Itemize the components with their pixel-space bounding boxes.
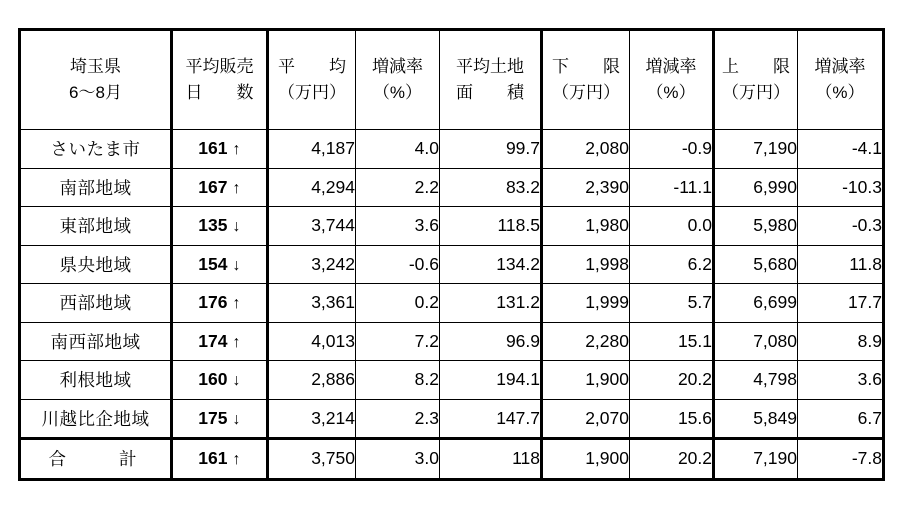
cell-lower-change-rate: 0.0	[630, 207, 714, 246]
header-lower-change-rate-line1: 増減率	[645, 56, 697, 76]
header-row	[20, 30, 884, 130]
arrow-up-icon: ↑	[232, 333, 241, 351]
cell-lower-change-rate: 15.6	[630, 399, 714, 439]
table-row	[20, 130, 884, 169]
table-row	[20, 399, 884, 439]
table-row	[20, 245, 884, 284]
header-average-land-area-line1: 平均土地	[456, 56, 524, 76]
cell-upper-limit-price: 5,980	[714, 207, 798, 246]
cell-avg-sale-days	[172, 399, 268, 439]
cell-upper-limit-price: 4,798	[714, 361, 798, 400]
avg-sale-days-value: 154	[198, 253, 228, 274]
header-upper-limit-price-line2: （万円）	[722, 83, 790, 102]
cell-avg-sale-days	[172, 245, 268, 284]
header-average-land-area-line2: 面 積	[456, 83, 524, 102]
cell-average-land-area: 131.2	[440, 284, 542, 323]
cell-area: 南部地域	[20, 168, 172, 207]
cell-average-change-rate: 7.2	[356, 322, 440, 361]
arrow-up-icon: ↑	[232, 141, 241, 159]
header-average-land-area	[440, 30, 542, 130]
cell-average-change-rate: 0.2	[356, 284, 440, 323]
cell-upper-limit-price: 6,990	[714, 168, 798, 207]
cell-avg-sale-days	[172, 207, 268, 246]
cell-lower-limit-price: 1,980	[542, 207, 630, 246]
cell-average-land-area: 118	[440, 439, 542, 480]
arrow-up-icon: ↑	[232, 295, 241, 313]
cell-area: 利根地域	[20, 361, 172, 400]
cell-upper-limit-price: 6,699	[714, 284, 798, 323]
header-avg-sale-days	[172, 30, 268, 130]
table-header	[20, 30, 884, 130]
cell-average-land-area: 134.2	[440, 245, 542, 284]
cell-area: 東部地域	[20, 207, 172, 246]
cell-area: 合 計	[20, 439, 172, 480]
arrow-down-icon: ↓	[232, 256, 241, 274]
arrow-up-icon: ↑	[232, 451, 241, 469]
cell-lower-change-rate: 20.2	[630, 439, 714, 480]
cell-average-change-rate: 2.3	[356, 399, 440, 439]
cell-average-change-rate: -0.6	[356, 245, 440, 284]
table-body	[20, 130, 884, 480]
cell-upper-change-rate: 6.7	[798, 399, 884, 439]
table-row-total	[20, 439, 884, 480]
cell-lower-limit-price: 1,900	[542, 439, 630, 480]
header-upper-change-rate-line2: （%）	[815, 83, 865, 102]
cell-lower-change-rate: -11.1	[630, 168, 714, 207]
cell-upper-change-rate: 17.7	[798, 284, 884, 323]
cell-upper-limit-price: 7,190	[714, 130, 798, 169]
avg-sale-days-value: 135	[198, 215, 228, 236]
cell-average-change-rate: 8.2	[356, 361, 440, 400]
header-lower-change-rate-line2: （%）	[646, 83, 696, 102]
arrow-down-icon: ↓	[232, 218, 241, 236]
arrow-up-icon: ↑	[232, 179, 241, 197]
cell-upper-change-rate: -10.3	[798, 168, 884, 207]
arrow-down-icon: ↓	[232, 372, 241, 390]
cell-lower-change-rate: 6.2	[630, 245, 714, 284]
avg-sale-days-value: 176	[198, 292, 228, 313]
cell-average-price: 3,242	[268, 245, 356, 284]
cell-lower-limit-price: 1,900	[542, 361, 630, 400]
cell-avg-sale-days	[172, 361, 268, 400]
header-average-price-line1: 平 均	[278, 56, 346, 76]
cell-lower-limit-price: 1,998	[542, 245, 630, 284]
cell-avg-sale-days	[172, 284, 268, 323]
header-upper-change-rate-line1: 増減率	[814, 56, 866, 76]
cell-lower-limit-price: 2,070	[542, 399, 630, 439]
cell-average-change-rate: 3.6	[356, 207, 440, 246]
table-row	[20, 284, 884, 323]
header-lower-change-rate	[630, 30, 714, 130]
header-lower-limit-price	[542, 30, 630, 130]
cell-lower-limit-price: 2,390	[542, 168, 630, 207]
table-row	[20, 168, 884, 207]
cell-area: 川越比企地域	[20, 399, 172, 439]
avg-sale-days-value: 174	[198, 330, 228, 351]
header-lower-limit-price-line2: （万円）	[552, 83, 620, 102]
cell-upper-limit-price: 7,080	[714, 322, 798, 361]
cell-avg-sale-days	[172, 168, 268, 207]
header-area	[20, 30, 172, 130]
cell-upper-change-rate: -4.1	[798, 130, 884, 169]
header-average-change-rate-line2: （%）	[372, 83, 423, 102]
cell-average-change-rate: 3.0	[356, 439, 440, 480]
cell-lower-limit-price: 2,080	[542, 130, 630, 169]
cell-upper-change-rate: 3.6	[798, 361, 884, 400]
avg-sale-days-value: 161	[198, 138, 228, 159]
cell-average-land-area: 99.7	[440, 130, 542, 169]
header-upper-limit-price	[714, 30, 798, 130]
cell-average-price: 4,294	[268, 168, 356, 207]
cell-upper-limit-price: 7,190	[714, 439, 798, 480]
cell-area: 南西部地域	[20, 322, 172, 361]
table-row	[20, 322, 884, 361]
table-row	[20, 361, 884, 400]
cell-lower-limit-price: 2,280	[542, 322, 630, 361]
header-area-line2: 6〜8月	[69, 83, 122, 102]
header-average-price	[268, 30, 356, 130]
cell-average-price: 2,886	[268, 361, 356, 400]
header-upper-change-rate	[798, 30, 884, 130]
avg-sale-days-value: 161	[198, 448, 228, 469]
cell-average-land-area: 147.7	[440, 399, 542, 439]
table-row	[20, 207, 884, 246]
cell-lower-change-rate: -0.9	[630, 130, 714, 169]
cell-upper-change-rate: 11.8	[798, 245, 884, 284]
cell-avg-sale-days	[172, 439, 268, 480]
header-avg-sale-days-line2: 日 数	[185, 83, 254, 102]
cell-lower-change-rate: 5.7	[630, 284, 714, 323]
cell-average-price: 4,013	[268, 322, 356, 361]
header-lower-limit-price-line1: 下 限	[552, 56, 620, 76]
cell-average-land-area: 118.5	[440, 207, 542, 246]
cell-average-land-area: 83.2	[440, 168, 542, 207]
cell-upper-change-rate: -7.8	[798, 439, 884, 480]
header-average-price-line2: （万円）	[278, 83, 346, 102]
cell-lower-limit-price: 1,999	[542, 284, 630, 323]
header-area-line1: 埼玉県	[70, 56, 121, 76]
header-avg-sale-days-line1: 平均販売	[185, 56, 254, 76]
cell-area: 県央地域	[20, 245, 172, 284]
cell-average-land-area: 96.9	[440, 322, 542, 361]
cell-avg-sale-days	[172, 322, 268, 361]
header-upper-limit-price-line1: 上 限	[722, 56, 790, 76]
cell-average-price: 3,361	[268, 284, 356, 323]
header-average-change-rate-line1: 増減率	[372, 56, 423, 76]
cell-upper-change-rate: -0.3	[798, 207, 884, 246]
cell-lower-change-rate: 15.1	[630, 322, 714, 361]
header-average-change-rate	[356, 30, 440, 130]
avg-sale-days-value: 175	[198, 407, 228, 428]
cell-area: さいたま市	[20, 130, 172, 169]
cell-average-price: 3,750	[268, 439, 356, 480]
cell-upper-limit-price: 5,680	[714, 245, 798, 284]
cell-area: 西部地域	[20, 284, 172, 323]
cell-upper-limit-price: 5,849	[714, 399, 798, 439]
avg-sale-days-value: 160	[198, 369, 228, 390]
cell-avg-sale-days	[172, 130, 268, 169]
cell-average-price: 4,187	[268, 130, 356, 169]
avg-sale-days-value: 167	[198, 176, 228, 197]
cell-average-land-area: 194.1	[440, 361, 542, 400]
cell-average-price: 3,744	[268, 207, 356, 246]
real-estate-summary-table	[18, 28, 885, 481]
cell-average-change-rate: 2.2	[356, 168, 440, 207]
cell-lower-change-rate: 20.2	[630, 361, 714, 400]
cell-average-change-rate: 4.0	[356, 130, 440, 169]
arrow-down-icon: ↓	[232, 410, 241, 428]
cell-upper-change-rate: 8.9	[798, 322, 884, 361]
cell-average-price: 3,214	[268, 399, 356, 439]
